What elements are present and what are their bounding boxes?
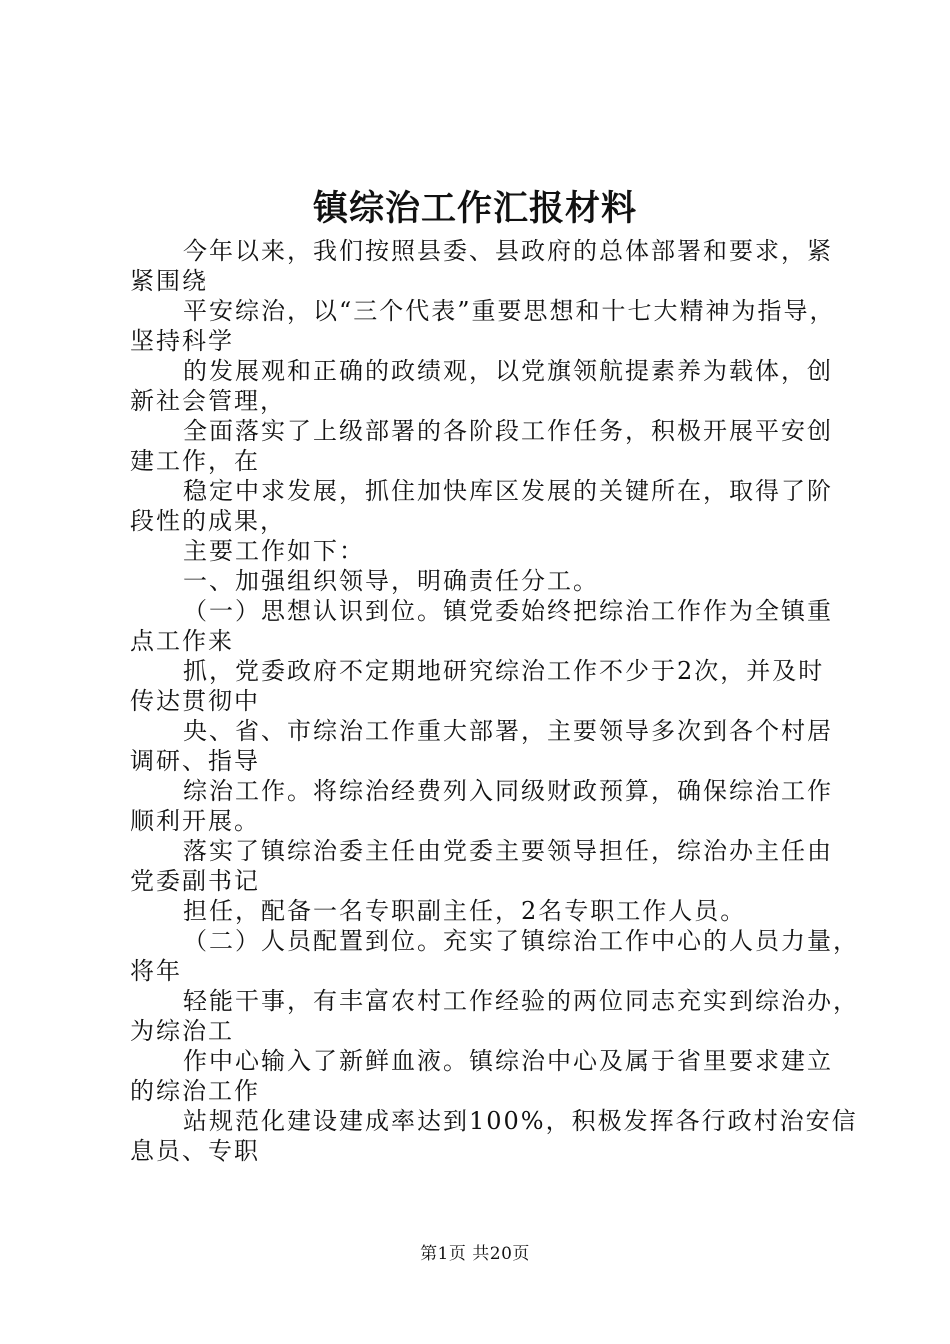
- text-line: 抓，党委政府不定期地研究综治工作不少于2次，并及时: [183, 657, 825, 685]
- text-line: 央、省、市综治工作重大部署，主要领导多次到各个村居: [183, 717, 833, 745]
- text-line: 点工作来: [130, 627, 234, 655]
- text-line: 的综治工作: [130, 1077, 260, 1105]
- text-line: 落实了镇综治委主任由党委主要领导担任，综治办主任由: [183, 837, 833, 865]
- text-line: 调研、指导: [130, 747, 260, 775]
- text-line: （一）思想认识到位。镇党委始终把综治工作作为全镇重: [183, 597, 833, 625]
- text-line: 传达贯彻中: [130, 687, 260, 715]
- text-line: 紧围绕: [130, 267, 208, 295]
- document-title: 镇综治工作汇报材料: [312, 188, 637, 229]
- text-line: 轻能干事，有丰富农村工作经验的两位同志充实到综治办，: [183, 987, 859, 1015]
- text-line: 主要工作如下：: [183, 537, 365, 565]
- text-line: 作中心输入了新鲜血液。镇综治中心及属于省里要求建立: [183, 1047, 833, 1075]
- text-line: 全面落实了上级部署的各阶段工作任务，积极开展平安创: [183, 417, 833, 445]
- text-line: 的发展观和正确的政绩观，以党旗领航提素养为载体，创: [183, 357, 833, 385]
- document-body: [130, 236, 859, 1166]
- text-line: 平安综治，以“三个代表”重要思想和十七大精神为指导，: [183, 297, 836, 325]
- text-line: 站规范化建设建成率达到100%，积极发挥各行政村治安信: [183, 1107, 858, 1135]
- text-line: 为综治工: [130, 1017, 234, 1045]
- text-line: 顺利开展。: [130, 807, 260, 835]
- text-line: 新社会管理，: [130, 387, 286, 415]
- text-line: 今年以来，我们按照县委、县政府的总体部署和要求，紧: [183, 237, 833, 265]
- text-line: 稳定中求发展，抓住加快库区发展的关键所在，取得了阶: [183, 477, 833, 505]
- text-line: 将年: [130, 957, 182, 985]
- text-line: 建工作，在: [130, 447, 260, 475]
- text-line: 综治工作。将综治经费列入同级财政预算，确保综治工作: [183, 777, 833, 805]
- text-line: 担任，配备一名专职副主任，2名专职工作人员。: [183, 897, 747, 925]
- page-indicator: 第1页 共20页: [420, 1244, 530, 1264]
- text-line: 段性的成果，: [130, 507, 286, 535]
- text-line: 息员、专职: [130, 1137, 260, 1165]
- text-line: 坚持科学: [130, 327, 234, 355]
- text-line: 一、加强组织领导，明确责任分工。: [183, 567, 599, 595]
- text-line: （二）人员配置到位。充实了镇综治工作中心的人员力量，: [183, 927, 859, 955]
- text-line: 党委副书记: [130, 867, 260, 895]
